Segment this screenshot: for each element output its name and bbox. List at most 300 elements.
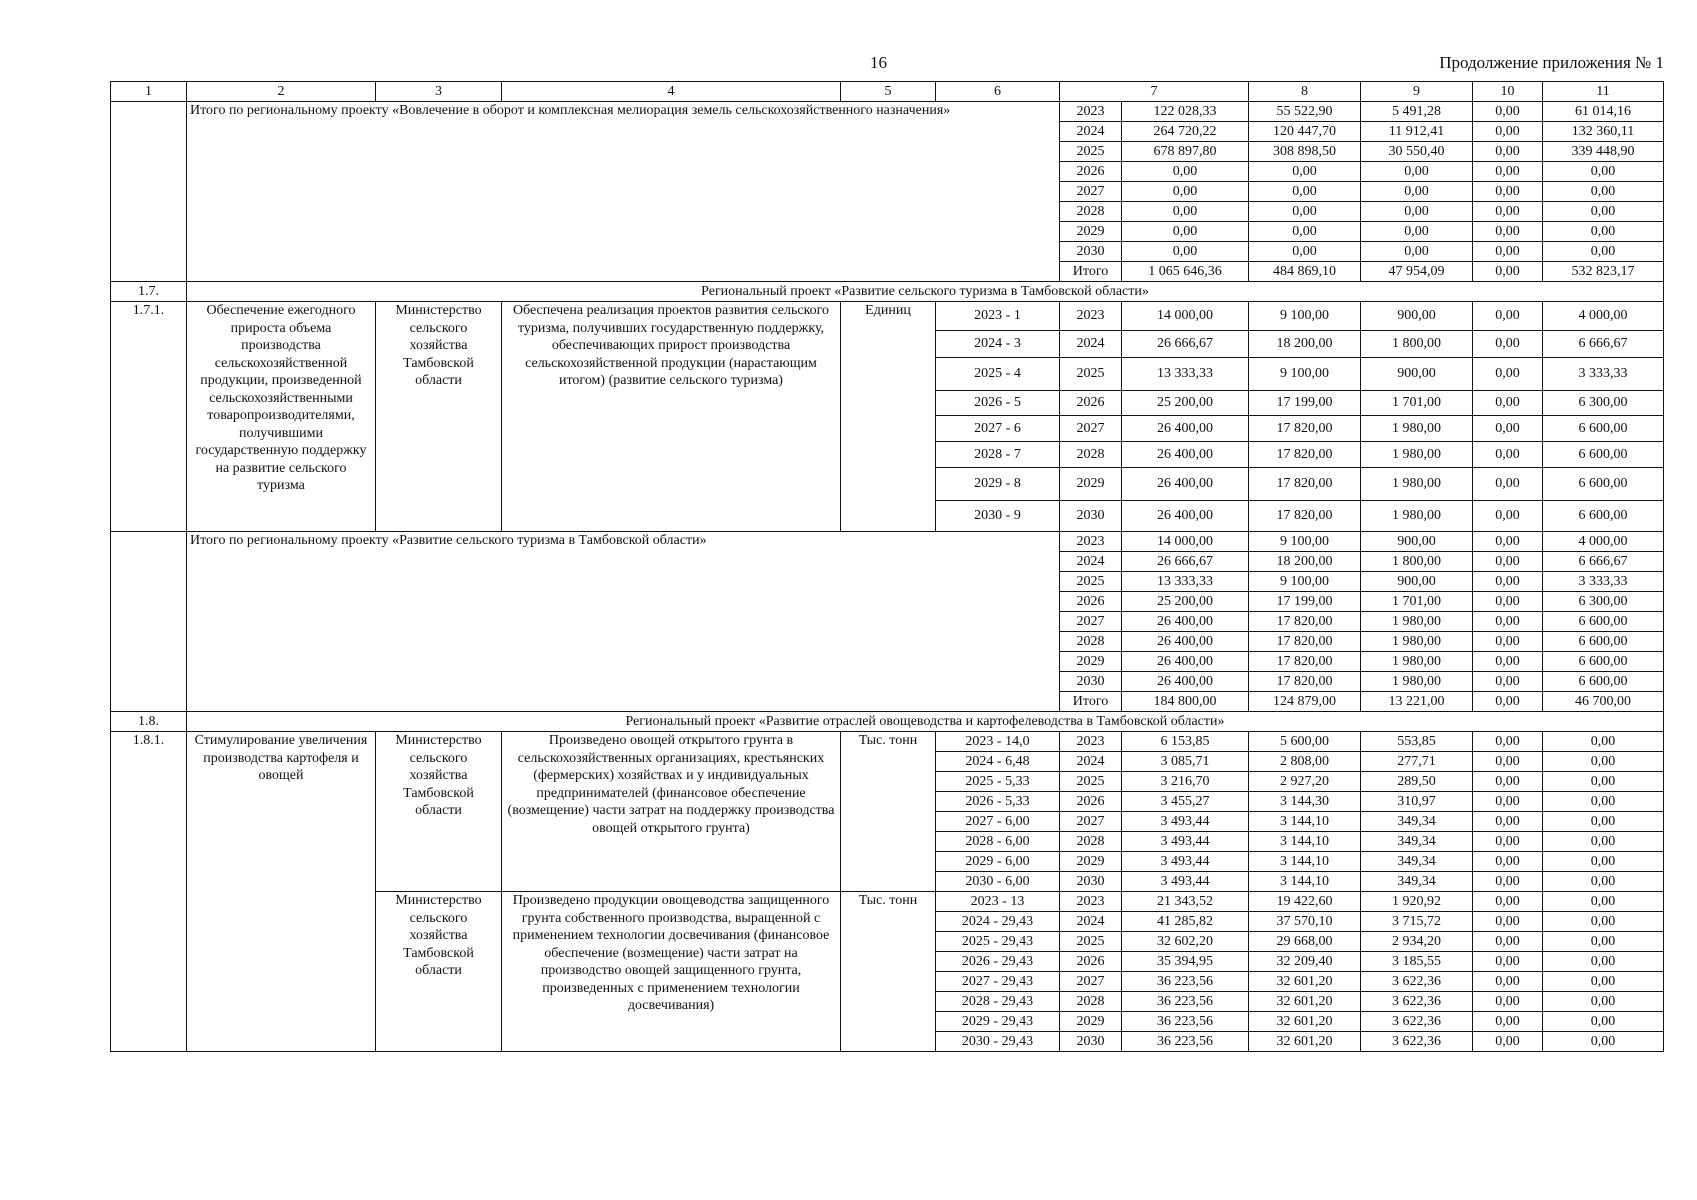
cell-year: 2027 <box>1060 972 1122 992</box>
cell-extrabudget: 0,00 <box>1543 792 1664 812</box>
cell-federal: 3 144,10 <box>1249 812 1361 832</box>
cell-regional: 5 491,28 <box>1361 102 1473 122</box>
cell-local: 0,00 <box>1473 331 1543 358</box>
cell-local: 0,00 <box>1473 1032 1543 1052</box>
cell-indicator: 2023 - 1 <box>936 302 1060 331</box>
cell-indicator: 2029 - 29,43 <box>936 1012 1060 1032</box>
cell-federal: 17 820,00 <box>1249 442 1361 468</box>
cell-indicator: 2025 - 29,43 <box>936 932 1060 952</box>
cell-federal: 29 668,00 <box>1249 932 1361 952</box>
cell-local: 0,00 <box>1473 468 1543 501</box>
item-result: Обеспечена реализация проектов развития сельского туризма, получивших государственную поддержку, обеспечивающих прирост производства сельскохозяйственной продукции (нарастающим итогом) (развитие сельского туризма) <box>502 302 841 532</box>
cell-indicator: 2023 - 14,0 <box>936 732 1060 752</box>
cell-regional: 349,34 <box>1361 832 1473 852</box>
cell-regional: 277,71 <box>1361 752 1473 772</box>
cell-regional: 1 701,00 <box>1361 391 1473 416</box>
cell-regional: 900,00 <box>1361 532 1473 552</box>
page-number: 16 <box>870 53 887 72</box>
cell-regional: 1 980,00 <box>1361 501 1473 532</box>
cell-total: 13 333,33 <box>1122 572 1249 592</box>
cell-extrabudget: 6 600,00 <box>1543 672 1664 692</box>
cell-extrabudget: 532 823,17 <box>1543 262 1664 282</box>
cell-total: 122 028,33 <box>1122 102 1249 122</box>
cell-federal: 9 100,00 <box>1249 572 1361 592</box>
empty-cell <box>111 532 187 712</box>
cell-indicator: 2024 - 6,48 <box>936 752 1060 772</box>
cell-extrabudget: 0,00 <box>1543 162 1664 182</box>
cell-federal: 17 820,00 <box>1249 501 1361 532</box>
cell-year: 2024 <box>1060 331 1122 358</box>
cell-regional: 1 980,00 <box>1361 652 1473 672</box>
cell-extrabudget: 0,00 <box>1543 992 1664 1012</box>
cell-year: 2029 <box>1060 652 1122 672</box>
cell-extrabudget: 0,00 <box>1543 832 1664 852</box>
cell-federal: 308 898,50 <box>1249 142 1361 162</box>
cell-regional: 0,00 <box>1361 162 1473 182</box>
cell-year: 2029 <box>1060 852 1122 872</box>
cell-regional: 0,00 <box>1361 182 1473 202</box>
cell-year: 2025 <box>1060 772 1122 792</box>
cell-extrabudget: 0,00 <box>1543 952 1664 972</box>
cell-indicator: 2024 - 3 <box>936 331 1060 358</box>
cell-extrabudget: 6 600,00 <box>1543 632 1664 652</box>
cell-local: 0,00 <box>1473 262 1543 282</box>
cell-year: 2027 <box>1060 416 1122 442</box>
cell-year: 2027 <box>1060 182 1122 202</box>
cell-indicator: 2026 - 5 <box>936 391 1060 416</box>
cell-extrabudget: 0,00 <box>1543 972 1664 992</box>
cell-regional: 1 980,00 <box>1361 612 1473 632</box>
cell-regional: 900,00 <box>1361 572 1473 592</box>
cell-extrabudget: 61 014,16 <box>1543 102 1664 122</box>
cell-regional: 1 980,00 <box>1361 672 1473 692</box>
cell-year: 2023 <box>1060 302 1122 331</box>
cell-indicator: 2025 - 4 <box>936 358 1060 391</box>
cell-indicator: 2025 - 5,33 <box>936 772 1060 792</box>
cell-regional: 553,85 <box>1361 732 1473 752</box>
cell-total: 3 455,27 <box>1122 792 1249 812</box>
col-header: 3 <box>376 82 502 102</box>
cell-regional: 1 701,00 <box>1361 592 1473 612</box>
section-title: Региональный проект «Развитие отраслей овощеводства и картофелеводства в Тамбовской области» <box>187 712 1664 732</box>
cell-local: 0,00 <box>1473 852 1543 872</box>
cell-regional: 900,00 <box>1361 358 1473 391</box>
cell-regional: 1 800,00 <box>1361 331 1473 358</box>
cell-year: 2027 <box>1060 612 1122 632</box>
item-executor: Министерство сельского хозяйства Тамбовской области <box>376 732 502 892</box>
cell-year: 2026 <box>1060 162 1122 182</box>
table-body <box>111 82 1664 1052</box>
budget-table <box>110 81 1664 1052</box>
cell-total: 25 200,00 <box>1122 391 1249 416</box>
cell-total: 32 602,20 <box>1122 932 1249 952</box>
cell-federal: 18 200,00 <box>1249 331 1361 358</box>
cell-local: 0,00 <box>1473 302 1543 331</box>
cell-extrabudget: 0,00 <box>1543 1012 1664 1032</box>
cell-federal: 120 447,70 <box>1249 122 1361 142</box>
cell-total: 14 000,00 <box>1122 302 1249 331</box>
cell-total: 25 200,00 <box>1122 592 1249 612</box>
cell-local: 0,00 <box>1473 162 1543 182</box>
cell-year: 2028 <box>1060 832 1122 852</box>
cell-extrabudget: 0,00 <box>1543 812 1664 832</box>
cell-total: 0,00 <box>1122 222 1249 242</box>
cell-federal: 2 927,20 <box>1249 772 1361 792</box>
cell-regional: 2 934,20 <box>1361 932 1473 952</box>
cell-federal: 484 869,10 <box>1249 262 1361 282</box>
cell-year: 2030 <box>1060 501 1122 532</box>
section-number: 1.8. <box>111 712 187 732</box>
item-executor: Министерство сельского хозяйства Тамбовской области <box>376 892 502 1052</box>
cell-year: 2029 <box>1060 468 1122 501</box>
empty-cell <box>111 102 187 282</box>
cell-year: 2024 <box>1060 912 1122 932</box>
cell-federal: 17 199,00 <box>1249 592 1361 612</box>
cell-federal: 32 601,20 <box>1249 972 1361 992</box>
cell-extrabudget: 0,00 <box>1543 892 1664 912</box>
cell-local: 0,00 <box>1473 532 1543 552</box>
col-header: 5 <box>841 82 936 102</box>
col-header: 9 <box>1361 82 1473 102</box>
cell-total: 0,00 <box>1122 202 1249 222</box>
cell-year: 2026 <box>1060 592 1122 612</box>
cell-local: 0,00 <box>1473 732 1543 752</box>
cell-year: 2028 <box>1060 442 1122 468</box>
cell-regional: 3 622,36 <box>1361 1012 1473 1032</box>
cell-local: 0,00 <box>1473 912 1543 932</box>
cell-extrabudget: 0,00 <box>1543 242 1664 262</box>
item-number: 1.8.1. <box>111 732 187 1052</box>
col-header: 7 <box>1060 82 1249 102</box>
item-result: Произведено продукции овощеводства защищенного грунта собственного производства, выращенной с применением технологии досвечивания (финансовое обеспечение (возмещение) части затрат на производство овощей защищенного грунта, произведенных с применением технологии досвечивания) <box>502 892 841 1052</box>
cell-federal: 18 200,00 <box>1249 552 1361 572</box>
cell-federal: 32 209,40 <box>1249 952 1361 972</box>
cell-indicator: 2029 - 8 <box>936 468 1060 501</box>
cell-year: 2025 <box>1060 572 1122 592</box>
cell-regional: 349,34 <box>1361 872 1473 892</box>
cell-federal: 0,00 <box>1249 202 1361 222</box>
cell-year: 2026 <box>1060 391 1122 416</box>
cell-federal: 9 100,00 <box>1249 302 1361 331</box>
cell-total: 3 085,71 <box>1122 752 1249 772</box>
cell-year: 2026 <box>1060 792 1122 812</box>
cell-federal: 3 144,10 <box>1249 852 1361 872</box>
cell-extrabudget: 132 360,11 <box>1543 122 1664 142</box>
cell-regional: 349,34 <box>1361 852 1473 872</box>
cell-total: 14 000,00 <box>1122 532 1249 552</box>
cell-federal: 124 879,00 <box>1249 692 1361 712</box>
cell-year: 2024 <box>1060 752 1122 772</box>
cell-extrabudget: 6 600,00 <box>1543 442 1664 468</box>
cell-extrabudget: 6 666,67 <box>1543 331 1664 358</box>
cell-year: 2029 <box>1060 1012 1122 1032</box>
cell-federal: 0,00 <box>1249 182 1361 202</box>
cell-extrabudget: 4 000,00 <box>1543 532 1664 552</box>
cell-local: 0,00 <box>1473 552 1543 572</box>
cell-indicator: 2028 - 6,00 <box>936 832 1060 852</box>
cell-total: 36 223,56 <box>1122 992 1249 1012</box>
cell-regional: 47 954,09 <box>1361 262 1473 282</box>
cell-total: 184 800,00 <box>1122 692 1249 712</box>
col-header: 11 <box>1543 82 1664 102</box>
cell-extrabudget: 6 666,67 <box>1543 552 1664 572</box>
cell-total: 3 493,44 <box>1122 832 1249 852</box>
cell-federal: 0,00 <box>1249 222 1361 242</box>
cell-local: 0,00 <box>1473 122 1543 142</box>
cell-extrabudget: 6 600,00 <box>1543 652 1664 672</box>
cell-indicator: 2030 - 9 <box>936 501 1060 532</box>
cell-indicator: 2029 - 6,00 <box>936 852 1060 872</box>
cell-regional: 310,97 <box>1361 792 1473 812</box>
cell-year: 2030 <box>1060 672 1122 692</box>
cell-federal: 2 808,00 <box>1249 752 1361 772</box>
cell-regional: 30 550,40 <box>1361 142 1473 162</box>
cell-extrabudget: 0,00 <box>1543 1032 1664 1052</box>
item-unit: Тыс. тонн <box>841 892 936 1052</box>
cell-year: Итого <box>1060 262 1122 282</box>
cell-total: 3 216,70 <box>1122 772 1249 792</box>
cell-year: 2023 <box>1060 102 1122 122</box>
section-row <box>111 282 1664 302</box>
cell-total: 36 223,56 <box>1122 1032 1249 1052</box>
item-number: 1.7.1. <box>111 302 187 532</box>
cell-indicator: 2027 - 6,00 <box>936 812 1060 832</box>
cell-year: 2023 <box>1060 732 1122 752</box>
col-header: 8 <box>1249 82 1361 102</box>
cell-federal: 17 820,00 <box>1249 612 1361 632</box>
col-header: 4 <box>502 82 841 102</box>
cell-extrabudget: 0,00 <box>1543 202 1664 222</box>
cell-indicator: 2028 - 7 <box>936 442 1060 468</box>
cell-regional: 1 920,92 <box>1361 892 1473 912</box>
cell-federal: 17 820,00 <box>1249 652 1361 672</box>
cell-local: 0,00 <box>1473 501 1543 532</box>
cell-extrabudget: 46 700,00 <box>1543 692 1664 712</box>
cell-total: 36 223,56 <box>1122 1012 1249 1032</box>
cell-total: 3 493,44 <box>1122 872 1249 892</box>
cell-local: 0,00 <box>1473 952 1543 972</box>
cell-federal: 0,00 <box>1249 162 1361 182</box>
cell-total: 26 400,00 <box>1122 501 1249 532</box>
cell-total: 3 493,44 <box>1122 812 1249 832</box>
cell-year: 2023 <box>1060 532 1122 552</box>
section-number: 1.7. <box>111 282 187 302</box>
cell-local: 0,00 <box>1473 772 1543 792</box>
cell-regional: 349,34 <box>1361 812 1473 832</box>
table-row <box>111 302 1664 331</box>
cell-federal: 55 522,90 <box>1249 102 1361 122</box>
cell-local: 0,00 <box>1473 652 1543 672</box>
cell-year: 2024 <box>1060 122 1122 142</box>
cell-federal: 17 199,00 <box>1249 391 1361 416</box>
cell-extrabudget: 3 333,33 <box>1543 358 1664 391</box>
cell-total: 36 223,56 <box>1122 972 1249 992</box>
cell-total: 26 400,00 <box>1122 672 1249 692</box>
cell-indicator: 2026 - 29,43 <box>936 952 1060 972</box>
cell-federal: 32 601,20 <box>1249 1032 1361 1052</box>
cell-regional: 1 980,00 <box>1361 632 1473 652</box>
cell-local: 0,00 <box>1473 972 1543 992</box>
cell-local: 0,00 <box>1473 872 1543 892</box>
cell-total: 26 400,00 <box>1122 416 1249 442</box>
cell-extrabudget: 0,00 <box>1543 752 1664 772</box>
col-header: 1 <box>111 82 187 102</box>
cell-federal: 17 820,00 <box>1249 416 1361 442</box>
cell-total: 0,00 <box>1122 242 1249 262</box>
summary-label: Итого по региональному проекту «Развитие сельского туризма в Тамбовской области» <box>187 532 1060 712</box>
cell-local: 0,00 <box>1473 792 1543 812</box>
cell-indicator: 2023 - 13 <box>936 892 1060 912</box>
cell-extrabudget: 0,00 <box>1543 912 1664 932</box>
cell-year: 2030 <box>1060 1032 1122 1052</box>
section-title: Региональный проект «Развитие сельского туризма в Тамбовской области» <box>187 282 1664 302</box>
cell-total: 26 400,00 <box>1122 442 1249 468</box>
item-executor: Министерство сельского хозяйства Тамбовской области <box>376 302 502 532</box>
cell-local: 0,00 <box>1473 592 1543 612</box>
item-name: Стимулирование увеличения производства картофеля и овощей <box>187 732 376 1052</box>
cell-year: 2027 <box>1060 812 1122 832</box>
cell-regional: 1 980,00 <box>1361 442 1473 468</box>
cell-year: 2026 <box>1060 952 1122 972</box>
cell-federal: 17 820,00 <box>1249 468 1361 501</box>
cell-total: 13 333,33 <box>1122 358 1249 391</box>
cell-indicator: 2030 - 6,00 <box>936 872 1060 892</box>
cell-local: 0,00 <box>1473 692 1543 712</box>
cell-local: 0,00 <box>1473 672 1543 692</box>
cell-year: 2025 <box>1060 358 1122 391</box>
cell-extrabudget: 6 600,00 <box>1543 612 1664 632</box>
summary-label: Итого по региональному проекту «Вовлечение в оборот и комплексная мелиорация земель сельскохозяйственного назначения» <box>187 102 1060 282</box>
cell-regional: 3 622,36 <box>1361 992 1473 1012</box>
cell-total: 26 400,00 <box>1122 612 1249 632</box>
cell-local: 0,00 <box>1473 932 1543 952</box>
cell-federal: 5 600,00 <box>1249 732 1361 752</box>
cell-regional: 0,00 <box>1361 202 1473 222</box>
table-row <box>111 732 1664 752</box>
column-number-row <box>111 82 1664 102</box>
cell-local: 0,00 <box>1473 992 1543 1012</box>
cell-local: 0,00 <box>1473 102 1543 122</box>
cell-year: 2023 <box>1060 892 1122 912</box>
cell-local: 0,00 <box>1473 892 1543 912</box>
cell-year: Итого <box>1060 692 1122 712</box>
cell-extrabudget: 0,00 <box>1543 732 1664 752</box>
cell-federal: 37 570,10 <box>1249 912 1361 932</box>
item-unit: Единиц <box>841 302 936 532</box>
cell-federal: 9 100,00 <box>1249 358 1361 391</box>
cell-extrabudget: 3 333,33 <box>1543 572 1664 592</box>
cell-local: 0,00 <box>1473 182 1543 202</box>
cell-indicator: 2030 - 29,43 <box>936 1032 1060 1052</box>
cell-year: 2028 <box>1060 992 1122 1012</box>
cell-regional: 289,50 <box>1361 772 1473 792</box>
cell-year: 2024 <box>1060 552 1122 572</box>
cell-federal: 32 601,20 <box>1249 1012 1361 1032</box>
cell-regional: 3 622,36 <box>1361 972 1473 992</box>
cell-indicator: 2026 - 5,33 <box>936 792 1060 812</box>
cell-year: 2030 <box>1060 242 1122 262</box>
cell-year: 2028 <box>1060 202 1122 222</box>
cell-local: 0,00 <box>1473 391 1543 416</box>
cell-total: 35 394,95 <box>1122 952 1249 972</box>
cell-federal: 32 601,20 <box>1249 992 1361 1012</box>
cell-local: 0,00 <box>1473 572 1543 592</box>
cell-extrabudget: 0,00 <box>1543 872 1664 892</box>
cell-extrabudget: 6 600,00 <box>1543 501 1664 532</box>
cell-local: 0,00 <box>1473 812 1543 832</box>
cell-local: 0,00 <box>1473 142 1543 162</box>
cell-total: 21 343,52 <box>1122 892 1249 912</box>
cell-indicator: 2028 - 29,43 <box>936 992 1060 1012</box>
cell-regional: 3 185,55 <box>1361 952 1473 972</box>
cell-year: 2030 <box>1060 872 1122 892</box>
cell-total: 3 493,44 <box>1122 852 1249 872</box>
cell-extrabudget: 6 600,00 <box>1543 416 1664 442</box>
cell-federal: 0,00 <box>1249 242 1361 262</box>
cell-federal: 17 820,00 <box>1249 632 1361 652</box>
cell-total: 26 666,67 <box>1122 552 1249 572</box>
table-row <box>111 532 1664 552</box>
cell-total: 26 400,00 <box>1122 468 1249 501</box>
table-row <box>111 102 1664 122</box>
cell-federal: 3 144,10 <box>1249 872 1361 892</box>
cell-total: 26 400,00 <box>1122 652 1249 672</box>
cell-regional: 1 980,00 <box>1361 416 1473 442</box>
cell-indicator: 2024 - 29,43 <box>936 912 1060 932</box>
cell-federal: 9 100,00 <box>1249 532 1361 552</box>
cell-indicator: 2027 - 6 <box>936 416 1060 442</box>
cell-local: 0,00 <box>1473 442 1543 468</box>
cell-federal: 3 144,30 <box>1249 792 1361 812</box>
cell-regional: 3 715,72 <box>1361 912 1473 932</box>
cell-total: 264 720,22 <box>1122 122 1249 142</box>
continuation-label: Продолжение приложения № 1 <box>1439 53 1664 72</box>
cell-extrabudget: 0,00 <box>1543 222 1664 242</box>
cell-extrabudget: 0,00 <box>1543 852 1664 872</box>
cell-total: 0,00 <box>1122 182 1249 202</box>
cell-total: 6 153,85 <box>1122 732 1249 752</box>
cell-local: 0,00 <box>1473 358 1543 391</box>
cell-local: 0,00 <box>1473 752 1543 772</box>
cell-extrabudget: 6 300,00 <box>1543 592 1664 612</box>
cell-total: 678 897,80 <box>1122 142 1249 162</box>
cell-total: 1 065 646,36 <box>1122 262 1249 282</box>
cell-local: 0,00 <box>1473 832 1543 852</box>
cell-regional: 0,00 <box>1361 222 1473 242</box>
cell-total: 26 400,00 <box>1122 632 1249 652</box>
cell-federal: 3 144,10 <box>1249 832 1361 852</box>
cell-extrabudget: 6 600,00 <box>1543 468 1664 501</box>
cell-regional: 3 622,36 <box>1361 1032 1473 1052</box>
cell-total: 0,00 <box>1122 162 1249 182</box>
cell-year: 2029 <box>1060 222 1122 242</box>
cell-regional: 1 980,00 <box>1361 468 1473 501</box>
cell-extrabudget: 0,00 <box>1543 772 1664 792</box>
cell-extrabudget: 0,00 <box>1543 932 1664 952</box>
cell-local: 0,00 <box>1473 222 1543 242</box>
cell-regional: 900,00 <box>1361 302 1473 331</box>
cell-local: 0,00 <box>1473 1012 1543 1032</box>
cell-year: 2025 <box>1060 932 1122 952</box>
cell-total: 41 285,82 <box>1122 912 1249 932</box>
cell-indicator: 2027 - 29,43 <box>936 972 1060 992</box>
item-unit: Тыс. тонн <box>841 732 936 892</box>
cell-year: 2028 <box>1060 632 1122 652</box>
cell-local: 0,00 <box>1473 632 1543 652</box>
cell-local: 0,00 <box>1473 612 1543 632</box>
cell-federal: 17 820,00 <box>1249 672 1361 692</box>
cell-local: 0,00 <box>1473 242 1543 262</box>
